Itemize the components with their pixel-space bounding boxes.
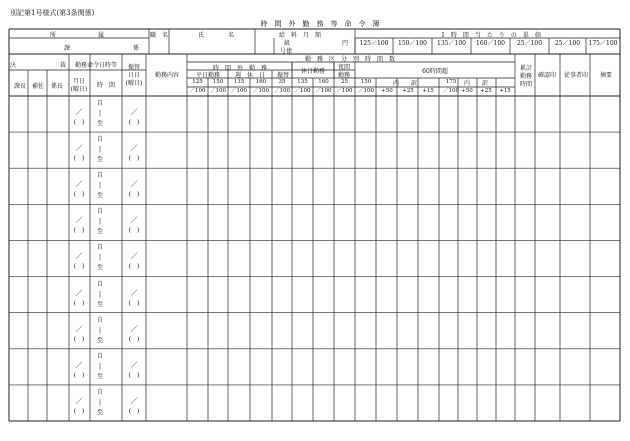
row-time-dash: | (98, 218, 102, 226)
naiyou-label: 勤務内容 (154, 72, 180, 79)
rate-5: 25／100 (516, 40, 543, 47)
shozoku-label: 所 属 (49, 32, 105, 39)
rate-4: 160／100 (476, 40, 505, 47)
row-furikae-slash: ／ (130, 324, 138, 333)
jikangai-label: 時 間 外 勤 務 (212, 65, 268, 72)
row-date-paren: ( ) (73, 335, 85, 343)
row-furikae-paren: ( ) (128, 119, 140, 126)
sub-rate-8: 25 (341, 79, 348, 85)
shimei-label: 氏 名 (197, 32, 235, 39)
row-time-to: 至 (96, 156, 104, 164)
sub-denom-over-2: ／100 (443, 88, 459, 94)
kachou-label: 課長 (13, 83, 27, 90)
row-time-from: 自 (96, 280, 104, 288)
shokumei-label: 職 名 (149, 32, 169, 39)
row-time-from: 自 (96, 316, 104, 324)
furikae-label: 振替 (127, 64, 141, 71)
kyuujitsu-label: 休日勤務 (300, 68, 326, 75)
row-furikae-slash: ／ (130, 252, 138, 261)
tsukihi-label: 月日 (72, 78, 86, 85)
sub-denom-7: ／100 (315, 88, 332, 94)
row-furikae-slash: ／ (130, 144, 138, 153)
row-date-paren: ( ) (73, 407, 85, 415)
kakunin-label: 確認印 (537, 72, 557, 79)
rate-7: 175／100 (588, 40, 618, 47)
youbi-label: (曜日) (70, 86, 88, 93)
uchiwake-label-1: 内 訳 (392, 80, 418, 87)
en-label: 円 (342, 40, 349, 47)
row-furikae-slash: ／ (130, 216, 138, 225)
row-date-slash: ／ (75, 288, 83, 297)
sub-denom-8: ／100 (336, 88, 353, 94)
row-time-from: 自 (96, 388, 104, 396)
row-furikae-slash: ／ (130, 288, 138, 297)
rate-3: 135／100 (437, 40, 466, 47)
row-furikae-paren: ( ) (128, 155, 140, 163)
sub-denom-over-1: ／100 (358, 88, 374, 94)
ruikei-label: 累計 (519, 65, 533, 72)
sub-denom-4: ／100 (253, 88, 269, 94)
row-furikae-paren: ( ) (128, 227, 140, 235)
over60-label: 60時間超 (422, 68, 448, 75)
furikae-hi-label: 日日 (127, 72, 141, 79)
furikae2-label: 振替 (276, 72, 290, 79)
row-time-to: 至 (96, 372, 104, 380)
sub-rate-3: 135 (233, 79, 245, 85)
kyu-label: 級 (284, 40, 291, 47)
furikae-youbi-label: (曜日) (125, 80, 143, 87)
row-time-dash: | (98, 182, 102, 190)
gohosu-label: 号俸 (280, 48, 293, 55)
sub-denom-3: ／100 (231, 88, 247, 94)
row-date-slash: ／ (75, 108, 83, 116)
sub-rate-2: 150 (212, 79, 224, 85)
kakarichou-label: 係長 (50, 83, 64, 90)
row-date-slash: ／ (75, 180, 83, 189)
row-furikae-paren: ( ) (128, 191, 140, 199)
row-furikae-paren: ( ) (128, 371, 140, 379)
row-date-slash: ／ (75, 252, 83, 261)
rate-2: 150／100 (398, 40, 427, 47)
row-time-dash: | (98, 146, 102, 154)
row-time-to: 至 (96, 408, 104, 416)
form-title: 時 間 外 勤 務 等 命 令 簿 (260, 20, 380, 28)
jikan-label: 時 間 (96, 82, 116, 89)
plus-2: +25 (402, 88, 414, 94)
kubun-label: 勤 務 区 分 別 時 間 数 (304, 56, 396, 63)
plus-6: +15 (499, 88, 511, 94)
row-time-from: 自 (96, 208, 104, 216)
row-date-paren: ( ) (73, 191, 85, 199)
plus-4: +50 (461, 88, 473, 94)
ketsu-label: 決 (10, 62, 17, 69)
row-date-paren: ( ) (73, 263, 85, 271)
uchiwake-label-2: 内 訳 (463, 80, 489, 87)
sub-rate-9: 150 (360, 79, 372, 85)
row-time-dash: | (98, 398, 102, 406)
row-date-paren: ( ) (73, 299, 85, 307)
row-time-from: 自 (96, 100, 104, 107)
row-time-dash: | (98, 110, 102, 117)
row-time-dash: | (98, 290, 102, 298)
row-time-from: 自 (96, 136, 104, 144)
sub-denom-2: ／100 (210, 88, 226, 94)
row-date-paren: ( ) (73, 227, 85, 235)
row-furikae-slash: ／ (130, 180, 138, 189)
meirei-label: 勤務命令日時等 (74, 62, 118, 69)
row-furikae-slash: ／ (130, 396, 138, 405)
row-time-to: 至 (96, 336, 104, 344)
yakan2-label: 勤務 (337, 72, 351, 79)
row-furikae-paren: ( ) (128, 299, 140, 307)
sub-rate-4: 160 (255, 79, 267, 85)
row-furikae-paren: ( ) (128, 263, 140, 271)
row-time-from: 自 (96, 352, 104, 360)
row-furikae-slash: ／ (130, 360, 138, 369)
rate-6: 25／100 (554, 40, 581, 47)
sub-rate-1: 125 (192, 79, 203, 85)
tekiyou-label: 摘要 (599, 72, 613, 79)
row-time-to: 至 (96, 120, 104, 127)
ruikei3-label: 時間 (519, 81, 533, 88)
row-time-from: 自 (96, 244, 104, 252)
kyuryo-label: 給 料 月 額 (278, 32, 322, 39)
sub-denom-6: ／100 (294, 88, 311, 94)
row-date-paren: ( ) (73, 119, 85, 126)
form-caption: 別記第1号様式(第3条関係) (10, 9, 95, 17)
row-date-slash: ／ (75, 396, 83, 405)
row-date-slash: ／ (75, 324, 83, 333)
row-furikae-paren: ( ) (128, 335, 140, 343)
sub-rate-10: 175 (445, 79, 457, 85)
row-time-to: 至 (96, 300, 104, 308)
kakari-label: 係 (133, 45, 140, 52)
ruikei2-label: 勤務 (519, 73, 533, 80)
row-time-to: 至 (96, 264, 104, 272)
hosa-label: 補佐 (31, 83, 45, 90)
row-date-paren: ( ) (73, 155, 85, 163)
juujisha-label: 従事者印 (563, 72, 589, 79)
plus-1: +50 (381, 88, 393, 94)
row-date-slash: ／ (75, 144, 83, 153)
row-time-to: 至 (96, 192, 104, 200)
sub-rate-6: 135 (297, 79, 308, 85)
sai-label: 裁 (60, 62, 67, 69)
row-time-to: 至 (96, 228, 104, 236)
row-date-slash: ／ (75, 360, 83, 369)
row-furikae-paren: ( ) (128, 407, 140, 415)
row-furikae-slash: ／ (130, 108, 138, 116)
plus-5: +25 (480, 88, 492, 94)
row-date-paren: ( ) (73, 371, 85, 379)
row-time-from: 自 (96, 172, 104, 180)
sub-denom-1: ／100 (189, 88, 206, 94)
shuukyuu-label: 週 休 日 (234, 72, 266, 79)
row-time-dash: | (98, 326, 102, 334)
row-date-slash: ／ (75, 216, 83, 225)
tanka-label: 1 時 間 当 た り の 単 価 (441, 32, 541, 39)
heijitsu-label: 平日勤務 (195, 72, 221, 79)
sub-rate-7: 160 (318, 79, 329, 85)
yakan-label: 夜間 (337, 64, 351, 71)
sub-rate-5: 35 (278, 79, 286, 85)
ka-label: 課 (64, 45, 71, 52)
sub-denom-5: ／100 (274, 88, 290, 94)
row-time-dash: | (98, 254, 102, 262)
rate-1: 125／100 (359, 40, 389, 47)
plus-3: +15 (422, 88, 434, 94)
row-time-dash: | (98, 362, 102, 370)
